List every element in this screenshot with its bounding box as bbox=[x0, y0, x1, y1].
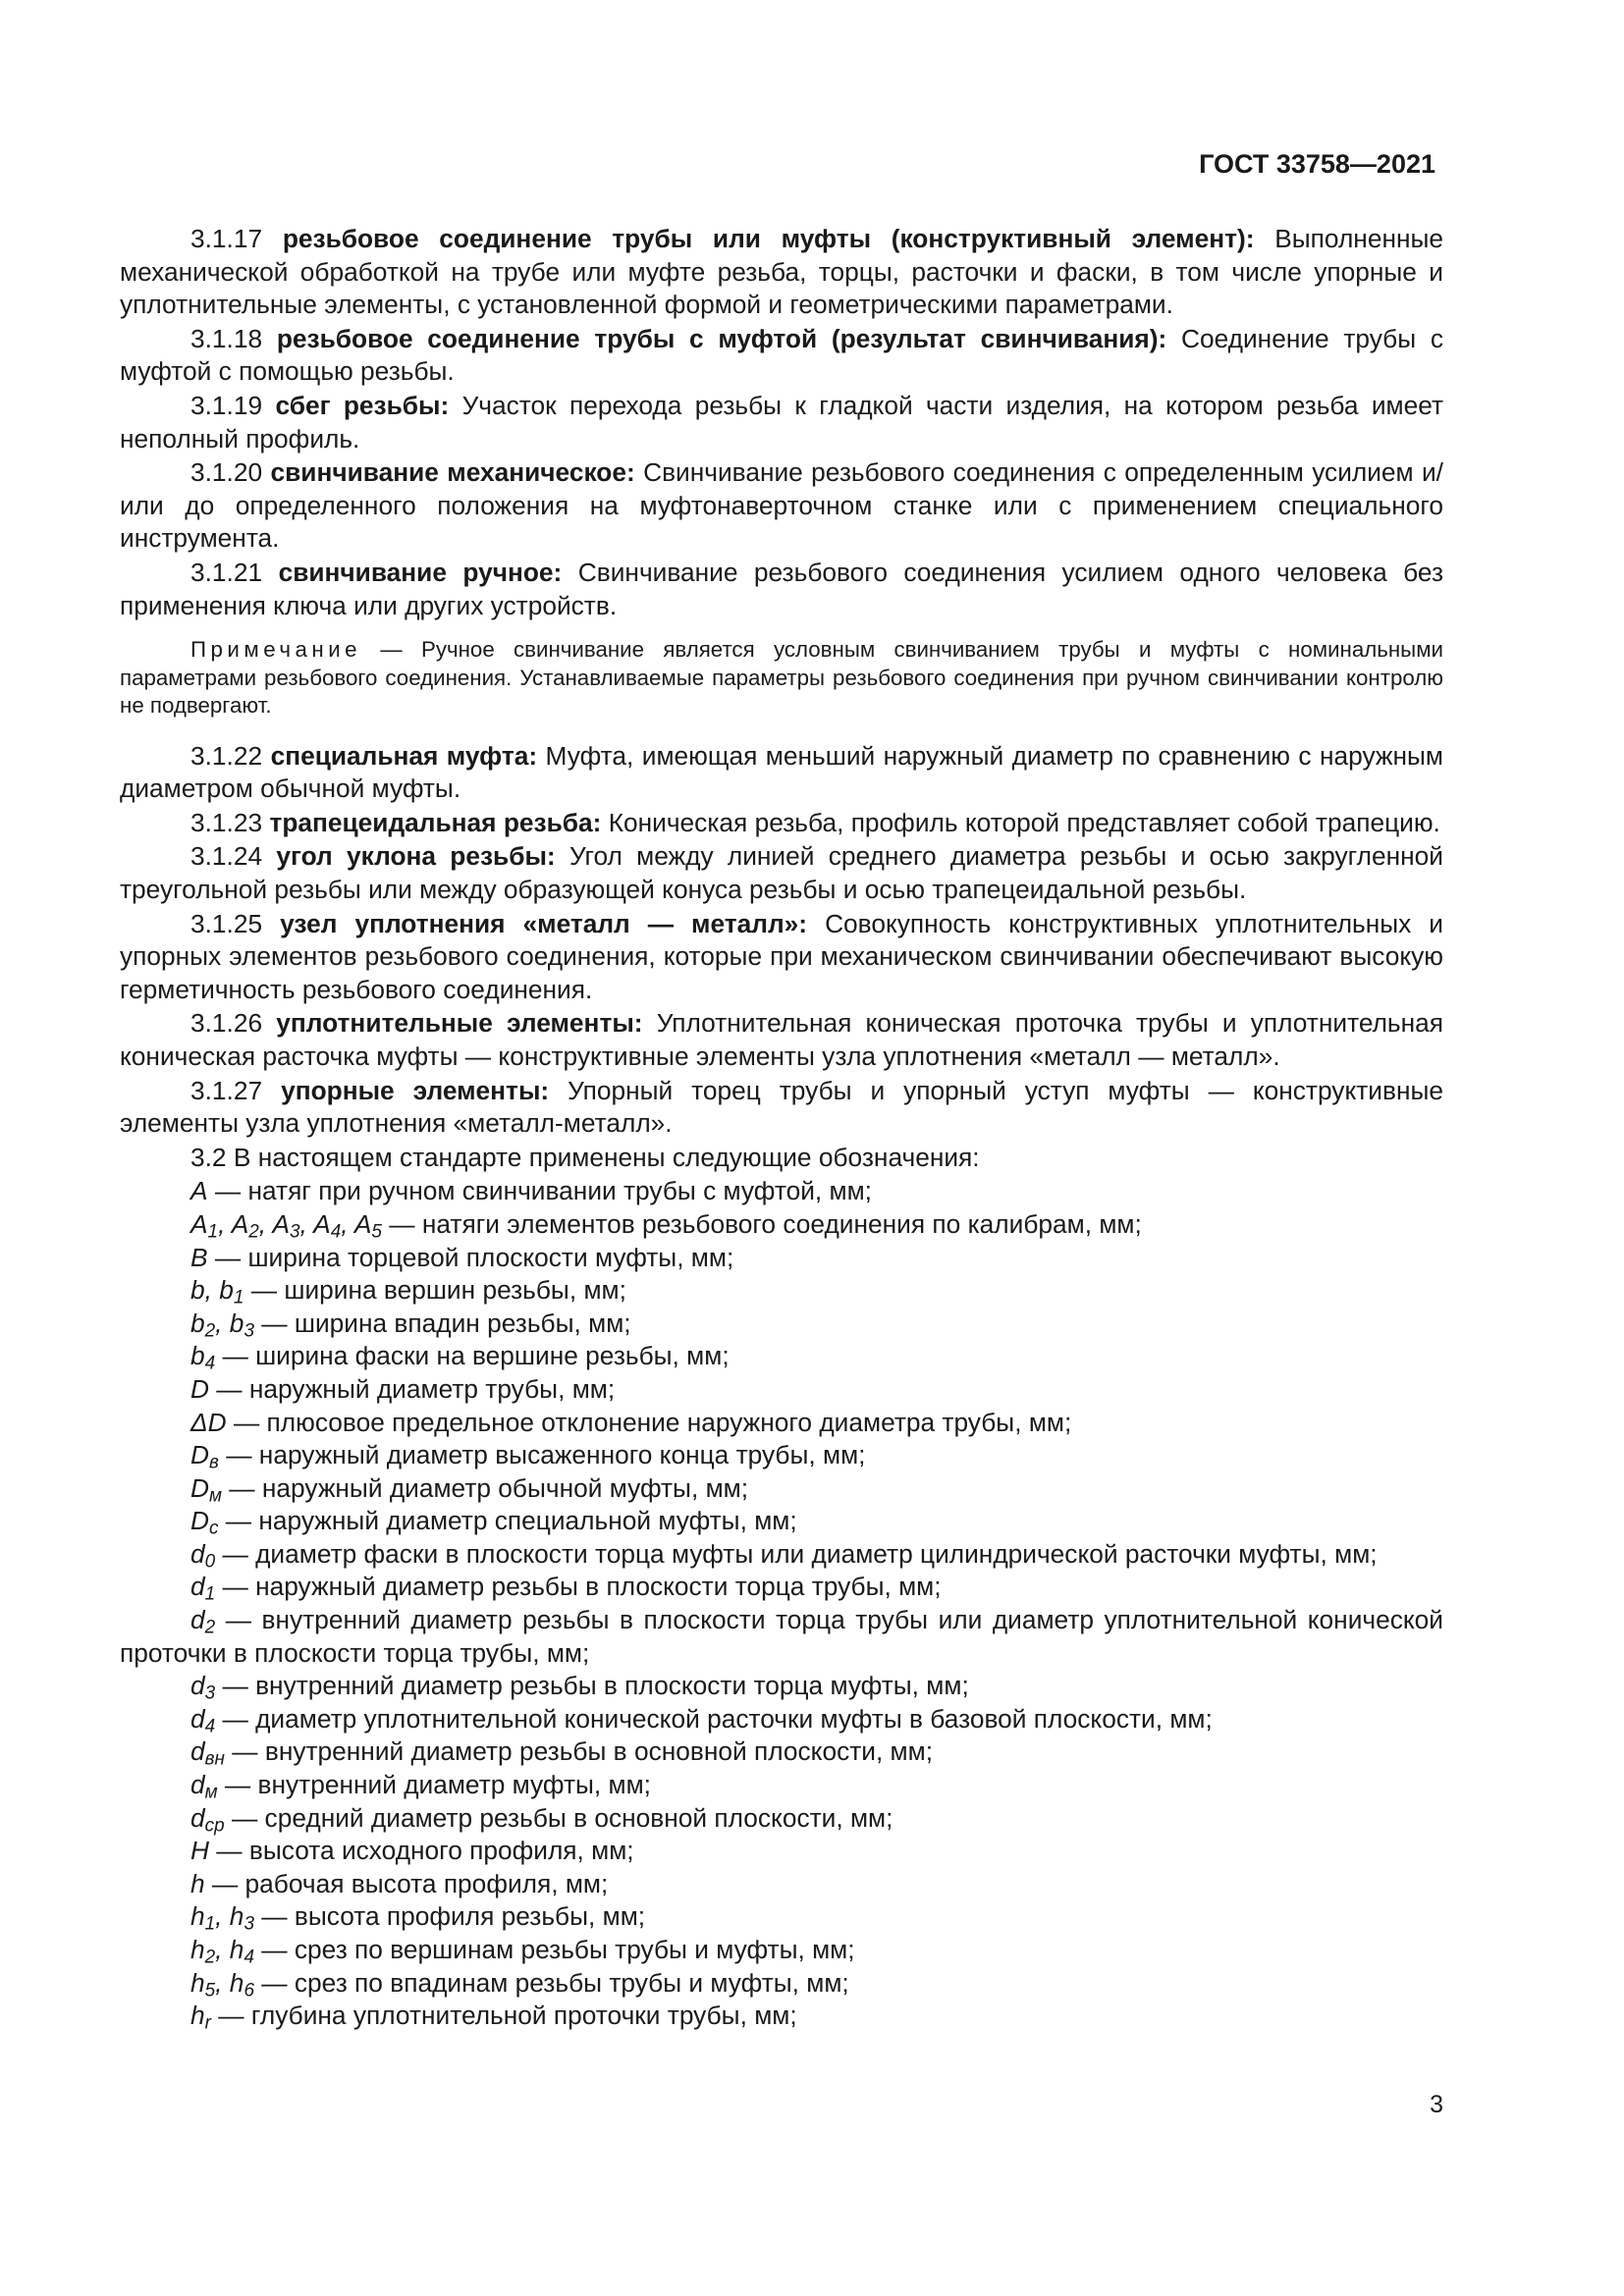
definition-number: 3.1.19 bbox=[190, 390, 263, 420]
symbol-definition bbox=[120, 1505, 1443, 1538]
symbol-subscript: вн bbox=[204, 1749, 225, 1771]
symbol-subscript: м bbox=[204, 1782, 218, 1803]
symbol-description: — ширина фаски на вершине резьбы, мм; bbox=[215, 1341, 730, 1371]
symbol-subscript: 4 bbox=[204, 1354, 216, 1375]
symbol-separator: , bbox=[299, 1208, 314, 1239]
definition-number: 3.1.22 bbox=[190, 740, 263, 771]
definition-number: 3.1.25 bbox=[190, 908, 263, 938]
symbol-definition bbox=[120, 1373, 1443, 1407]
definition bbox=[120, 807, 1443, 840]
definition-number: 3.1.21 bbox=[190, 557, 263, 587]
document-body bbox=[120, 223, 1443, 2033]
symbol-definition bbox=[120, 1538, 1443, 1572]
symbol-separator: , bbox=[215, 1935, 230, 1964]
symbol-letter: A bbox=[272, 1208, 290, 1239]
definition-text: Угол между линией среднего диаметра резьбы и осью закругленной треугольной резьбы или между образующей конуса резьбы и осью трапецеидальной резьбы. bbox=[120, 841, 1443, 904]
symbol-letter: d bbox=[190, 1605, 205, 1635]
symbol-definition bbox=[120, 1274, 1443, 1308]
symbol-separator: , bbox=[215, 1308, 230, 1338]
symbol-letter: h bbox=[190, 2001, 205, 2031]
symbol-definition bbox=[120, 1208, 1443, 1242]
symbol-description: — натяги элементов резьбового соединения по калибрам, мм; bbox=[381, 1208, 1142, 1239]
document-id: ГОСТ 33758—2021 bbox=[1199, 149, 1435, 179]
definition-term: сбег резьбы: bbox=[275, 390, 450, 420]
definition-text: Муфта, имеющая меньший наружный диаметр по сравнению с наружным диаметром обычной муфты. bbox=[120, 740, 1444, 804]
section-text: В настоящем стандарте применены следующие обозначения: bbox=[226, 1142, 980, 1172]
symbol-subscript: 6 bbox=[244, 1980, 254, 2002]
definition bbox=[120, 1007, 1443, 1073]
symbol-subscript: м bbox=[209, 1485, 222, 1507]
symbol-definition bbox=[120, 1604, 1443, 1670]
note bbox=[120, 636, 1443, 721]
symbol-definition bbox=[120, 1571, 1443, 1604]
symbol-subscript: 2 bbox=[204, 1320, 216, 1342]
definition-text: Уплотнительная коническая проточка трубы и уплотнительная коническая расточка муфты — конструктивные элементы узла уплотнения «металл — металл». bbox=[120, 1008, 1443, 1071]
symbol-letter: D bbox=[190, 1506, 209, 1536]
symbol-description: — внутренний диаметр резьбы в плоскости торца трубы или диаметр уплотнительной конической проточки в плоскости торца трубы, мм; bbox=[120, 1605, 1443, 1668]
definition-term: упорные элементы: bbox=[281, 1075, 550, 1105]
symbol-description: — диаметр уплотнительной конической расточки муфты в базовой плоскости, мм; bbox=[215, 1703, 1213, 1734]
definition-number: 3.1.23 bbox=[190, 807, 263, 837]
symbol-separator: , bbox=[218, 1208, 232, 1239]
definition-number: 3.1.17 bbox=[190, 224, 263, 253]
definitions-list-continued bbox=[120, 740, 1443, 1141]
section-number: 3.2 bbox=[190, 1142, 227, 1172]
symbol-subscript: 1 bbox=[204, 1914, 216, 1936]
symbol-subscript: 0 bbox=[204, 1551, 216, 1573]
symbol-subscript: с bbox=[209, 1519, 219, 1539]
definition-number: 3.1.20 bbox=[190, 457, 263, 488]
symbol-definition bbox=[120, 1802, 1443, 1836]
symbol-separator: , bbox=[341, 1208, 354, 1239]
symbol-separator: , bbox=[215, 1901, 230, 1932]
definition bbox=[120, 456, 1443, 556]
symbol-description: — глубина уплотнительной проточки трубы, мм; bbox=[210, 2001, 797, 2031]
symbol-letter: b bbox=[190, 1308, 205, 1338]
symbol-subscript: 1 bbox=[233, 1287, 244, 1308]
symbol-subscript: в bbox=[209, 1452, 219, 1473]
symbol-definition bbox=[120, 1934, 1443, 1967]
symbol-description: — ширина торцевой плоскости муфты, мм; bbox=[207, 1242, 734, 1272]
definition bbox=[120, 223, 1443, 322]
symbol-description: — рабочая высота профиля, мм; bbox=[204, 1868, 609, 1898]
symbol-description: — высота исходного профиля, мм; bbox=[209, 1836, 634, 1866]
symbol-description: — наружный диаметр высаженного конца трубы, мм; bbox=[218, 1440, 866, 1470]
definition-number: 3.1.27 bbox=[190, 1075, 263, 1105]
symbol-description: — срез по вершинам резьбы трубы и муфты, мм; bbox=[253, 1935, 855, 1964]
symbol-letter: h bbox=[229, 1935, 244, 1964]
definition-term: специальная муфта: bbox=[270, 740, 538, 771]
note-text: — Ручное свинчивание является условным свинчиванием трубы и муфты с номинальными параметрами резьбового соединения. Устанавливаемые параметры резьбового соединения при ручном свинчивании контролю не подвергают. bbox=[120, 637, 1443, 719]
definition-term: угол уклона резьбы: bbox=[276, 841, 556, 872]
symbol-letter: D bbox=[190, 1373, 209, 1404]
symbol-definition bbox=[120, 1407, 1443, 1440]
symbol-letter: d bbox=[190, 1538, 205, 1569]
symbol-definition bbox=[120, 1670, 1443, 1703]
definition-term: трапецеидальная резьба: bbox=[269, 807, 602, 837]
symbol-description: — ширина вершин резьбы, мм; bbox=[244, 1275, 626, 1306]
symbol-subscript: r bbox=[204, 2012, 211, 2034]
note-label: Примечание bbox=[190, 637, 362, 663]
symbol-definition bbox=[120, 1900, 1443, 1934]
definition-text: Участок перехода резьбы к гладкой части изделия, на котором резьба имеет неполный профиль. bbox=[120, 390, 1444, 454]
definition bbox=[120, 1075, 1443, 1141]
definition bbox=[120, 908, 1443, 1007]
symbol-definition bbox=[120, 1835, 1443, 1868]
symbol-letter: h bbox=[190, 1967, 205, 1998]
symbol-description: — натяг при ручном свинчивании трубы с муфтой, мм; bbox=[207, 1176, 872, 1206]
symbol-description: — средний диаметр резьбы в основной плоскости, мм; bbox=[224, 1802, 893, 1833]
symbol-definition bbox=[120, 1703, 1443, 1736]
symbol-definition bbox=[120, 1175, 1443, 1208]
symbol-description: — плюсовое предельное отклонение наружного диаметра трубы, мм; bbox=[226, 1407, 1072, 1437]
symbol-description: — наружный диаметр резьбы в плоскости торца трубы, мм; bbox=[215, 1572, 942, 1602]
section-3-2 bbox=[120, 1142, 1443, 1175]
symbol-definition bbox=[120, 1967, 1443, 2001]
symbol-separator: , bbox=[258, 1208, 273, 1239]
definition-term: уплотнительные элементы: bbox=[276, 1008, 643, 1039]
symbol-subscript: 3 bbox=[289, 1221, 300, 1243]
symbol-subscript: 3 bbox=[204, 1682, 216, 1704]
symbol-subscript: 5 bbox=[371, 1221, 382, 1243]
symbol-definition bbox=[120, 1735, 1443, 1769]
symbol-subscript: 3 bbox=[244, 1914, 254, 1936]
symbol-subscript: 1 bbox=[207, 1221, 219, 1243]
definition-text: Свинчивание резьбового соединения с определенным усилием и/или до определенного положения на муфтонаверточном станке или с применением специального инструмента. bbox=[120, 457, 1443, 554]
symbol-letter: b bbox=[219, 1275, 234, 1306]
symbol-subscript: 2 bbox=[204, 1617, 216, 1638]
symbol-description: — срез по впадинам резьбы трубы и муфты, мм; bbox=[253, 1967, 849, 1998]
symbols-list bbox=[120, 1175, 1443, 2032]
definition bbox=[120, 557, 1443, 622]
symbol-definition bbox=[120, 1308, 1443, 1341]
symbol-description: — внутренний диаметр муфты, мм; bbox=[217, 1770, 651, 1800]
definition-text: Совокупность конструктивных уплотнительных и упорных элементов резьбового соединения, которые при механическом свинчивании обеспечивают высокую герметичность резьбового соединения. bbox=[120, 908, 1443, 1004]
symbol-definition bbox=[120, 1868, 1443, 1901]
symbol-letter: d bbox=[190, 1802, 205, 1833]
symbol-separator: , bbox=[204, 1275, 220, 1306]
symbol-subscript: 3 bbox=[244, 1320, 254, 1342]
symbol-letter: A bbox=[231, 1208, 249, 1239]
symbol-definition bbox=[120, 1769, 1443, 1802]
symbol-letter: A bbox=[313, 1208, 331, 1239]
page-number: 3 bbox=[1430, 2091, 1443, 2118]
definition-term: резьбовое соединение трубы или муфты (конструктивный элемент): bbox=[282, 224, 1255, 253]
definition bbox=[120, 323, 1443, 389]
symbol-description: — наружный диаметр обычной муфты, мм; bbox=[221, 1472, 749, 1503]
symbol-separator: , bbox=[215, 1967, 230, 1998]
symbol-definition bbox=[120, 1340, 1443, 1373]
symbol-letter: D bbox=[190, 1440, 209, 1470]
symbol-description: — диаметр фаски в плоскости торца муфты или диаметр цилиндрической расточки муфты, мм; bbox=[215, 1538, 1378, 1569]
symbol-letter: b bbox=[190, 1275, 205, 1306]
symbol-letter: B bbox=[190, 1242, 208, 1272]
symbol-definition bbox=[120, 2000, 1443, 2033]
symbol-letter: d bbox=[190, 1703, 205, 1734]
definition-number: 3.1.18 bbox=[190, 323, 263, 353]
symbol-letter: b bbox=[229, 1308, 244, 1338]
symbol-letter: d bbox=[190, 1770, 205, 1800]
symbol-subscript: 4 bbox=[330, 1221, 342, 1243]
definition-text: Свинчивание резьбового соединения усилием одного человека без применения ключа или других устройств. bbox=[120, 557, 1444, 620]
symbol-description: — наружный диаметр специальной муфты, мм; bbox=[218, 1506, 797, 1536]
definition-number: 3.1.26 bbox=[190, 1008, 263, 1039]
symbol-description: — наружный диаметр трубы, мм; bbox=[209, 1373, 616, 1404]
definition-text: Соединение трубы с муфтой с помощью резьбы. bbox=[120, 323, 1443, 387]
symbol-letter: A bbox=[353, 1208, 372, 1239]
definitions-list bbox=[120, 223, 1443, 622]
symbol-letter: H bbox=[190, 1836, 209, 1866]
symbol-subscript: 5 bbox=[204, 1980, 216, 2002]
symbol-letter: d bbox=[190, 1572, 205, 1602]
definition-text: Упорный торец трубы и упорный уступ муфты — конструктивные элементы узла уплотнения «металл-металл». bbox=[120, 1075, 1443, 1139]
definition-term: свинчивание механическое: bbox=[270, 457, 635, 488]
symbol-definition bbox=[120, 1472, 1443, 1506]
symbol-letter: A bbox=[190, 1208, 208, 1239]
definition-number: 3.1.24 bbox=[190, 841, 263, 872]
symbol-letter: h bbox=[229, 1967, 244, 1998]
symbol-letter: d bbox=[190, 1671, 205, 1701]
symbol-subscript: ср bbox=[204, 1815, 225, 1837]
symbol-letter: d bbox=[190, 1736, 205, 1767]
symbol-letter: h bbox=[190, 1935, 205, 1964]
symbol-subscript: 4 bbox=[204, 1716, 216, 1737]
definition bbox=[120, 840, 1443, 906]
symbol-description: — ширина впадин резьбы, мм; bbox=[253, 1308, 631, 1338]
symbol-letter: h bbox=[229, 1901, 244, 1932]
symbol-letter: h bbox=[190, 1868, 205, 1898]
symbol-letter: b bbox=[190, 1341, 205, 1371]
definition bbox=[120, 740, 1443, 806]
symbol-subscript: 2 bbox=[248, 1221, 259, 1243]
definition-term: резьбовое соединение трубы с муфтой (результат свинчивания): bbox=[276, 323, 1167, 353]
definition-text: Коническая резьба, профиль которой представляет собой трапецию. bbox=[608, 807, 1440, 837]
symbol-description: — внутренний диаметр резьбы в плоскости торца муфты, мм; bbox=[215, 1671, 969, 1701]
symbol-letter: ΔD bbox=[190, 1407, 227, 1437]
definition bbox=[120, 390, 1443, 455]
symbol-definition bbox=[120, 1439, 1443, 1472]
definition-term: свинчивание ручное: bbox=[278, 557, 563, 587]
definition-text: Выполненные механической обработкой на трубе или муфте резьба, торцы, расточки и фаски, в том числе упорные и уплотнительные элементы, с установленной формой и геометрическими параметрами. bbox=[120, 224, 1444, 320]
symbol-letter: A bbox=[190, 1176, 208, 1206]
symbol-description: — высота профиля резьбы, мм; bbox=[253, 1901, 646, 1932]
symbol-subscript: 2 bbox=[204, 1947, 216, 1968]
symbol-subscript: 4 bbox=[244, 1947, 254, 1968]
symbol-letter: h bbox=[190, 1901, 205, 1932]
symbol-description: — внутренний диаметр резьбы в основной плоскости, мм; bbox=[224, 1736, 934, 1767]
symbol-letter: D bbox=[190, 1472, 209, 1503]
symbol-subscript: 1 bbox=[204, 1584, 216, 1606]
definition-term: узел уплотнения «металл — металл»: bbox=[280, 908, 808, 938]
symbol-definition bbox=[120, 1242, 1443, 1275]
